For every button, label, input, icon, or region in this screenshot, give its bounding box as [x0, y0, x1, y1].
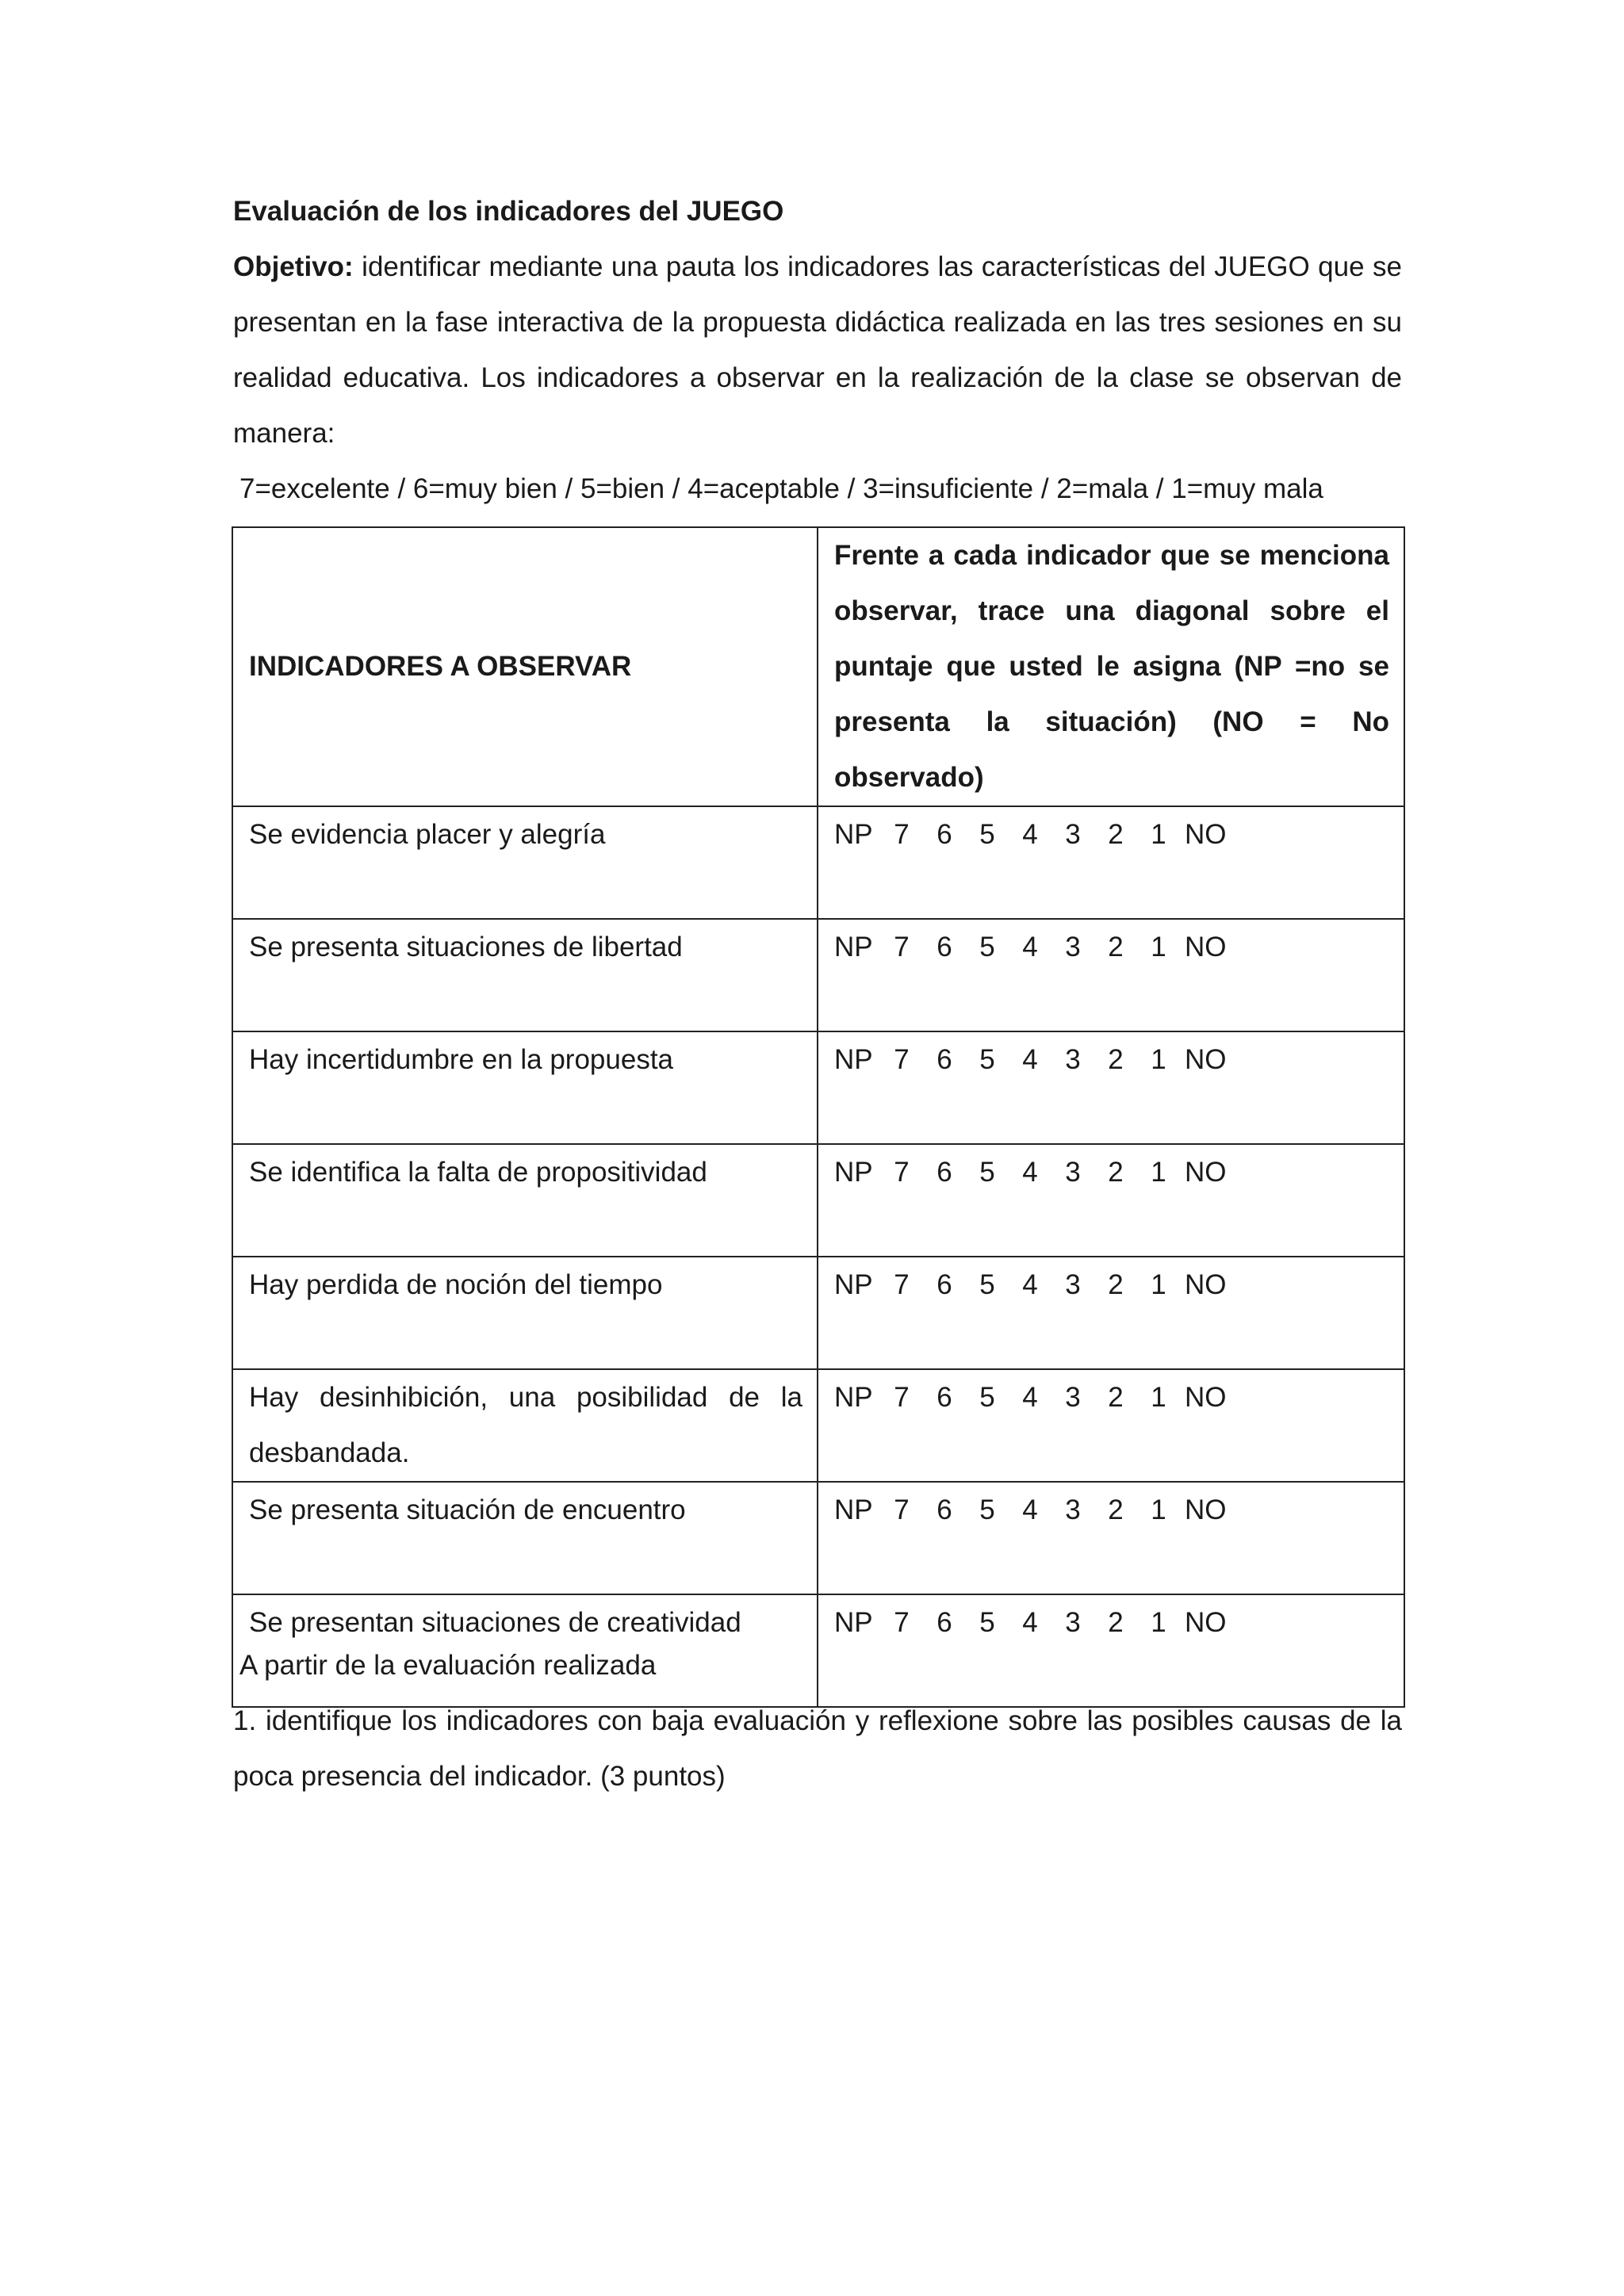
score-option[interactable]: 1 — [1151, 819, 1166, 850]
table-row — [232, 1369, 1404, 1482]
score-cell — [818, 1257, 1404, 1369]
score-option[interactable]: NP — [834, 1494, 873, 1525]
score-option[interactable]: NO — [1185, 1382, 1227, 1413]
score-option[interactable]: 6 — [936, 1157, 952, 1188]
score-option[interactable]: 2 — [1108, 1269, 1124, 1300]
score-option[interactable]: 7 — [894, 1382, 910, 1413]
score-option[interactable]: 4 — [1022, 1044, 1038, 1075]
score-option[interactable]: 5 — [979, 1157, 995, 1188]
score-option[interactable]: 5 — [979, 932, 995, 962]
score-options — [834, 1483, 1389, 1538]
score-option[interactable]: 5 — [979, 1269, 995, 1300]
score-option[interactable]: 4 — [1022, 1607, 1038, 1638]
score-options — [834, 1257, 1389, 1313]
score-option[interactable]: 7 — [894, 1494, 910, 1525]
indicator-cell: Se presenta situaciones de libertad — [232, 919, 818, 1031]
score-option[interactable]: 1 — [1151, 1382, 1166, 1413]
score-option[interactable]: 1 — [1151, 1607, 1166, 1638]
rating-scale: 7=excelente / 6=muy bien / 5=bien / 4=aceptable / 3=insuficiente / 2=mala / 1=muy mala — [239, 473, 1323, 504]
score-cell — [818, 1369, 1404, 1482]
score-option[interactable]: 7 — [894, 1269, 910, 1300]
table-row — [232, 806, 1404, 919]
score-option[interactable]: NO — [1185, 1269, 1227, 1300]
score-option[interactable]: 5 — [979, 1607, 995, 1638]
score-option[interactable]: NO — [1185, 1044, 1227, 1075]
score-option[interactable]: 5 — [979, 1044, 995, 1075]
objective-paragraph — [233, 239, 1402, 461]
document-title: Evaluación de los indicadores del JUEGO — [233, 196, 784, 227]
score-option[interactable]: 7 — [894, 1157, 910, 1188]
score-option[interactable]: 1 — [1151, 1494, 1166, 1525]
indicator-cell: Se identifica la falta de propositividad — [232, 1144, 818, 1257]
table-header-row — [232, 527, 1404, 806]
table-row — [232, 1482, 1404, 1594]
objective-text: identificar mediante una pauta los indicadores las características del JUEGO que se presentan en la fase interactiva de la propuesta didáctica realizada en las tres sesiones en su realidad educativa. Los indicadores a observar en la realización de la clase se observan de manera: — [233, 251, 1402, 449]
score-option[interactable]: 3 — [1065, 932, 1081, 962]
score-option[interactable]: NP — [834, 1269, 873, 1300]
score-option[interactable]: 5 — [979, 1494, 995, 1525]
question-1: 1. identifique los indicadores con baja evaluación y reflexione sobre las posibles causas de la poca presencia del indicador. (3 puntos) — [233, 1705, 1402, 1792]
score-option[interactable]: 2 — [1108, 1607, 1124, 1638]
score-option[interactable]: NO — [1185, 1607, 1227, 1638]
score-option[interactable]: NP — [834, 1044, 873, 1075]
indicator-cell: Se presentan situaciones de creatividad — [232, 1594, 818, 1707]
score-options — [834, 807, 1389, 863]
score-options — [834, 1145, 1389, 1200]
score-option[interactable]: 7 — [894, 1044, 910, 1075]
score-option[interactable]: 6 — [936, 1494, 952, 1525]
indicator-cell: Se presenta situación de encuentro — [232, 1482, 818, 1594]
score-option[interactable]: 6 — [936, 819, 952, 850]
score-cell — [818, 806, 1404, 919]
table-body — [232, 806, 1404, 1707]
indicator-cell: Hay incertidumbre en la propuesta — [232, 1031, 818, 1144]
score-option[interactable]: 4 — [1022, 932, 1038, 962]
score-option[interactable]: 2 — [1108, 1494, 1124, 1525]
score-option[interactable]: 3 — [1065, 1157, 1081, 1188]
evaluation-table — [232, 526, 1405, 1708]
score-option[interactable]: NP — [834, 932, 873, 962]
score-option[interactable]: 4 — [1022, 819, 1038, 850]
score-option[interactable]: NP — [834, 1382, 873, 1413]
header-indicators: INDICADORES A OBSERVAR — [232, 527, 818, 806]
score-option[interactable]: NP — [834, 1607, 873, 1638]
header-instructions: Frente a cada indicador que se menciona observar, trace una diagonal sobre el puntaje que usted le asigna (NP =no se presenta la situación) (NO = No observado) — [818, 527, 1404, 806]
score-option[interactable]: 6 — [936, 1607, 952, 1638]
score-option[interactable]: 5 — [979, 1382, 995, 1413]
score-option[interactable]: 1 — [1151, 1269, 1166, 1300]
score-option[interactable]: 6 — [936, 1382, 952, 1413]
score-option[interactable]: 3 — [1065, 819, 1081, 850]
table-row — [232, 1144, 1404, 1257]
score-option[interactable]: 3 — [1065, 1044, 1081, 1075]
indicator-cell: Se evidencia placer y alegría — [232, 806, 818, 919]
score-option[interactable]: 3 — [1065, 1494, 1081, 1525]
score-option[interactable]: 2 — [1108, 819, 1124, 850]
score-option[interactable]: 1 — [1151, 932, 1166, 962]
objective-label: Objetivo: — [233, 251, 354, 282]
score-option[interactable]: NO — [1185, 1494, 1227, 1525]
score-option[interactable]: NO — [1185, 1157, 1227, 1188]
indicator-cell: Hay perdida de noción del tiempo — [232, 1257, 818, 1369]
score-option[interactable]: NO — [1185, 932, 1227, 962]
table-row — [232, 919, 1404, 1031]
score-option[interactable]: NO — [1185, 819, 1227, 850]
score-cell — [818, 919, 1404, 1031]
score-option[interactable]: 4 — [1022, 1382, 1038, 1413]
indicator-cell: Hay desinhibición, una posibilidad de la desbandada. — [232, 1369, 818, 1482]
score-options — [834, 920, 1389, 975]
score-option[interactable]: 3 — [1065, 1607, 1081, 1638]
score-option[interactable]: 7 — [894, 932, 910, 962]
score-option[interactable]: 5 — [979, 819, 995, 850]
score-options — [834, 1032, 1389, 1088]
score-cell — [818, 1482, 1404, 1594]
after-evaluation-text: A partir de la evaluación realizada — [239, 1650, 657, 1681]
score-option[interactable]: 2 — [1108, 932, 1124, 962]
score-option[interactable]: NP — [834, 1157, 873, 1188]
score-option[interactable]: 6 — [936, 1269, 952, 1300]
score-option[interactable]: NP — [834, 819, 873, 850]
score-option[interactable]: 6 — [936, 932, 952, 962]
score-option[interactable]: 3 — [1065, 1382, 1081, 1413]
score-option[interactable]: 4 — [1022, 1157, 1038, 1188]
score-options — [834, 1370, 1389, 1425]
score-option[interactable]: 1 — [1151, 1157, 1166, 1188]
score-option[interactable]: 7 — [894, 1607, 910, 1638]
score-option[interactable]: 7 — [894, 819, 910, 850]
table-row — [232, 1257, 1404, 1369]
score-option[interactable]: 2 — [1108, 1044, 1124, 1075]
score-cell — [818, 1031, 1404, 1144]
score-option[interactable]: 2 — [1108, 1157, 1124, 1188]
score-option[interactable]: 3 — [1065, 1269, 1081, 1300]
score-cell — [818, 1144, 1404, 1257]
score-option[interactable]: 2 — [1108, 1382, 1124, 1413]
table-row — [232, 1031, 1404, 1144]
score-option[interactable]: 4 — [1022, 1494, 1038, 1525]
score-option[interactable]: 1 — [1151, 1044, 1166, 1075]
score-option[interactable]: 4 — [1022, 1269, 1038, 1300]
score-option[interactable]: 6 — [936, 1044, 952, 1075]
